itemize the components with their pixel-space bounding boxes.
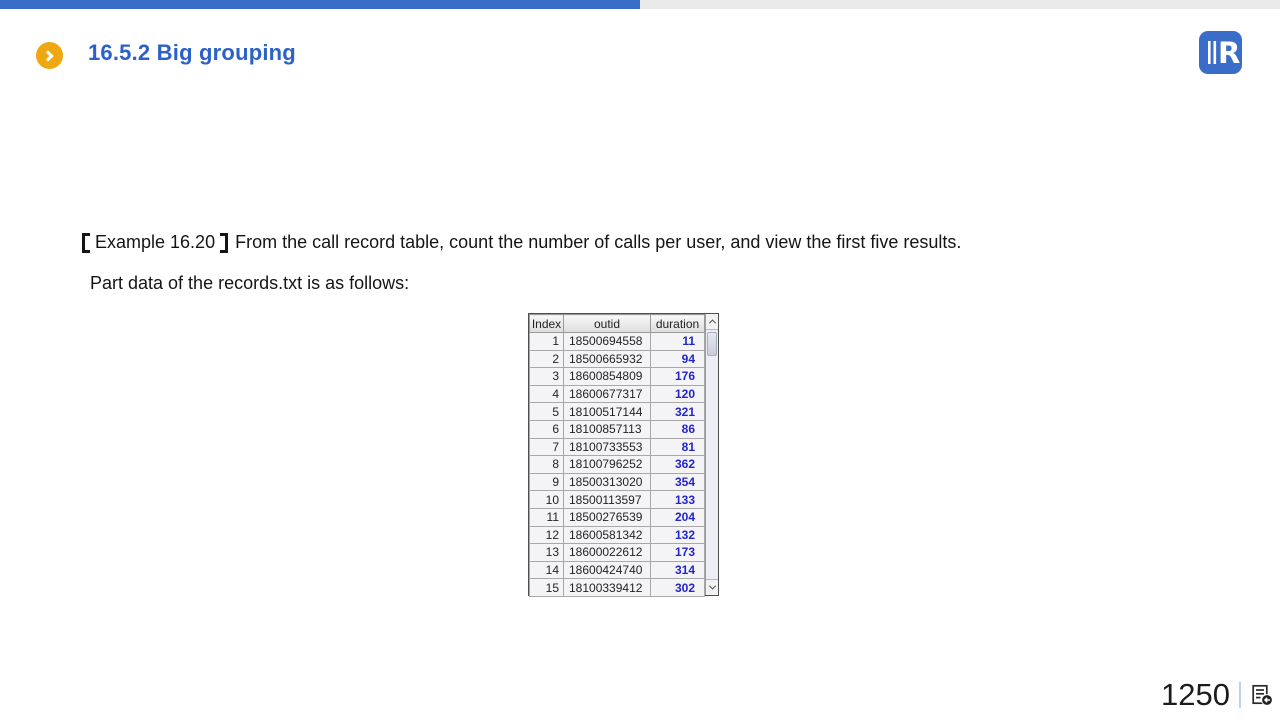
index-cell: 7 xyxy=(530,438,564,456)
example-label: Example 16.20 xyxy=(95,232,216,252)
duration-cell: 204 xyxy=(651,508,705,526)
duration-cell: 11 xyxy=(651,333,705,351)
example-sentence xyxy=(82,232,961,253)
table-row[interactable] xyxy=(530,420,705,438)
duration-cell: 132 xyxy=(651,526,705,544)
duration-cell: 362 xyxy=(651,456,705,474)
r-language-logo-icon xyxy=(1199,31,1242,74)
outid-cell: 18600022612 xyxy=(564,544,651,562)
records-table xyxy=(529,314,705,597)
vertical-scrollbar[interactable] xyxy=(705,314,718,595)
intro-sentence: Part data of the records.txt is as follows: xyxy=(90,273,410,293)
table-row[interactable] xyxy=(530,561,705,579)
index-cell: 12 xyxy=(530,526,564,544)
duration-cell: 133 xyxy=(651,491,705,509)
outid-cell: 18500313020 xyxy=(564,473,651,491)
index-cell: 13 xyxy=(530,544,564,562)
outid-cell: 18600677317 xyxy=(564,385,651,403)
table-row[interactable] xyxy=(530,438,705,456)
chevron-down-icon xyxy=(708,583,715,590)
outid-cell: 18600854809 xyxy=(564,368,651,386)
table-row[interactable] xyxy=(530,368,705,386)
table-row[interactable] xyxy=(530,544,705,562)
duration-cell: 314 xyxy=(651,561,705,579)
table-row[interactable] xyxy=(530,508,705,526)
svg-text:R: R xyxy=(1218,36,1241,70)
index-cell: 11 xyxy=(530,508,564,526)
scroll-up-button[interactable] xyxy=(706,314,718,330)
outid-cell: 18600581342 xyxy=(564,526,651,544)
index-cell: 1 xyxy=(530,333,564,351)
chevron-right-icon xyxy=(42,50,53,61)
table-row[interactable] xyxy=(530,350,705,368)
lenticular-bracket-open-icon xyxy=(82,233,90,253)
section-bullet-badge xyxy=(36,42,63,69)
duration-cell: 120 xyxy=(651,385,705,403)
index-cell: 10 xyxy=(530,491,564,509)
duration-cell: 81 xyxy=(651,438,705,456)
duration-cell: 302 xyxy=(651,579,705,597)
duration-cell: 86 xyxy=(651,420,705,438)
outid-cell: 18100857113 xyxy=(564,420,651,438)
outid-cell: 18100796252 xyxy=(564,456,651,474)
duration-cell: 354 xyxy=(651,473,705,491)
lenticular-bracket-close-icon xyxy=(220,233,228,253)
section-title: 16.5.2 Big grouping xyxy=(88,40,296,65)
scroll-down-button[interactable] xyxy=(706,579,718,595)
table-row[interactable] xyxy=(530,456,705,474)
index-cell: 15 xyxy=(530,579,564,597)
column-header-outid[interactable]: outid xyxy=(564,315,651,333)
duration-cell: 173 xyxy=(651,544,705,562)
index-cell: 4 xyxy=(530,385,564,403)
outid-cell: 18500276539 xyxy=(564,508,651,526)
slide-footer xyxy=(1161,676,1274,714)
column-header-duration[interactable]: duration xyxy=(651,315,705,333)
back-to-contents-icon[interactable] xyxy=(1250,683,1274,707)
records-table-body xyxy=(530,333,705,597)
top-accent-bar-gray xyxy=(640,0,1280,9)
table-row[interactable] xyxy=(530,473,705,491)
duration-cell: 321 xyxy=(651,403,705,421)
outid-cell: 18100517144 xyxy=(564,403,651,421)
table-row[interactable] xyxy=(530,385,705,403)
outid-cell: 18100339412 xyxy=(564,579,651,597)
table-row[interactable] xyxy=(530,403,705,421)
table-row[interactable] xyxy=(530,526,705,544)
example-text: From the call record table, count the number of calls per user, and view the first five results. xyxy=(235,232,962,252)
top-accent-bar-blue xyxy=(0,0,640,9)
duration-cell: 94 xyxy=(651,350,705,368)
scrollbar-thumb[interactable] xyxy=(707,332,717,356)
records-table-screenshot xyxy=(528,313,719,596)
table-row[interactable] xyxy=(530,491,705,509)
table-header-row xyxy=(530,315,705,333)
index-cell: 14 xyxy=(530,561,564,579)
outid-cell: 18500113597 xyxy=(564,491,651,509)
outid-cell: 18600424740 xyxy=(564,561,651,579)
outid-cell: 18500665932 xyxy=(564,350,651,368)
outid-cell: 18500694558 xyxy=(564,333,651,351)
table-row[interactable] xyxy=(530,579,705,597)
index-cell: 3 xyxy=(530,368,564,386)
chevron-up-icon xyxy=(708,319,715,326)
index-cell: 5 xyxy=(530,403,564,421)
index-cell: 9 xyxy=(530,473,564,491)
duration-cell: 176 xyxy=(651,368,705,386)
footer-divider xyxy=(1239,682,1241,708)
column-header-index[interactable]: Index xyxy=(530,315,564,333)
outid-cell: 18100733553 xyxy=(564,438,651,456)
table-row[interactable] xyxy=(530,333,705,351)
index-cell: 2 xyxy=(530,350,564,368)
page-number: 1250 xyxy=(1161,677,1230,712)
index-cell: 8 xyxy=(530,456,564,474)
index-cell: 6 xyxy=(530,420,564,438)
